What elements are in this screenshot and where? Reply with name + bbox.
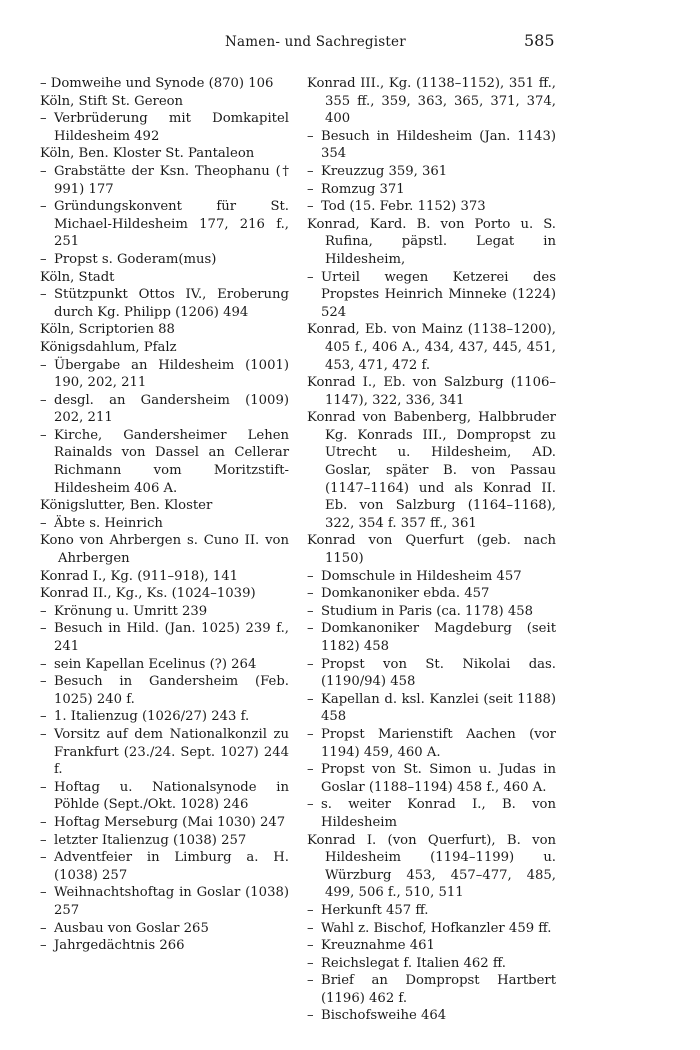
entry-text: Reichslegat f. Italien 462 ff. <box>321 955 506 971</box>
entry-text: Köln, Stift St. Gereon <box>40 93 184 109</box>
subentry-dash: – <box>307 199 314 215</box>
index-subentry <box>307 1007 556 1025</box>
subentry-dash: – <box>307 586 314 602</box>
subentry-dash: – <box>40 621 47 637</box>
entry-text: Köln, Ben. Kloster St. Pantaleon <box>40 146 255 162</box>
entry-text: Besuch in Hildesheim (Jan. 1143) 354 <box>321 128 556 162</box>
index-subentry <box>307 620 556 655</box>
index-entry <box>40 497 289 515</box>
index-subentry <box>40 920 289 938</box>
subentry-dash: – <box>307 938 314 954</box>
index-subentry <box>307 163 556 181</box>
index-entry <box>307 374 556 409</box>
subentry-dash: – <box>307 902 314 918</box>
subentry-dash: – <box>307 1008 314 1024</box>
index-subentry <box>307 269 556 322</box>
entry-text: Bischofsweihe 464 <box>321 1008 447 1024</box>
entry-text: Weihnachtshoftag in Goslar (1038) 257 <box>54 885 289 918</box>
index-subentry <box>307 726 556 761</box>
entry-text: Konrad, Eb. von Mainz (1138–1200), 405 f., 406 A., 434, 437, 445, 451, 453, 471, 472 f. <box>307 322 556 373</box>
entry-text: Gründungskonvent für St. Michael-Hildesheim 177, 216 f., 251 <box>54 199 289 250</box>
subentry-dash: – <box>40 814 47 830</box>
entry-text: s. weiter Konrad I., B. von Hildesheim <box>321 797 556 830</box>
subentry-dash: – <box>307 128 314 144</box>
index-subentry <box>307 568 556 586</box>
subentry-dash: – <box>307 797 314 813</box>
index-subentry <box>307 603 556 621</box>
index-entry <box>307 532 556 567</box>
entry-text: Konrad I., Kg. (911–918), 141 <box>40 568 238 584</box>
index-entry <box>307 75 556 128</box>
entry-text: 1. Italienzug (1026/27) 243 f. <box>54 709 250 725</box>
index-subentry <box>307 972 556 1007</box>
index-subentry <box>40 673 289 708</box>
index-subentry <box>307 955 556 973</box>
page-number: 585 <box>524 31 555 50</box>
subentry-dash: – <box>307 726 314 742</box>
index-entry <box>40 532 289 567</box>
index-entry <box>307 216 556 269</box>
index-subentry <box>40 832 289 850</box>
entry-text: Konrad I. (von Querfurt), B. von Hildesheim (1194–1199) u. Würzburg 453, 457–477, 485, 499, 506 f., 510, 511 <box>307 832 556 901</box>
index-entry <box>307 409 556 532</box>
entry-text: Konrad von Babenberg, Halbbruder Kg. Konrads III., Dompropst zu Utrecht u. Hildesheim, AD. Goslar, später B. von Passau (1147–1164) und als Konrad II. Eb. von Salzburg (1164–1168), 322, 354 f. 357 ff., 361 <box>307 410 556 531</box>
subentry-dash: – <box>40 832 47 848</box>
index-subentry <box>307 181 556 199</box>
subentry-dash: – <box>307 163 314 179</box>
subentry-dash: – <box>307 568 314 584</box>
index-column-right <box>307 75 556 1025</box>
index-subentry <box>40 427 289 497</box>
index-subentry <box>40 814 289 832</box>
index-subentry <box>307 128 556 163</box>
index-subentry <box>40 163 289 198</box>
subentry-dash: – <box>40 287 47 303</box>
subentry-dash: – <box>40 938 47 954</box>
subentry-dash: – <box>40 656 47 672</box>
entry-text: Konrad, Kard. B. von Porto u. S. Rufina, päpstl. Legat in Hildesheim, <box>307 216 556 267</box>
entry-text: Hoftag Merseburg (Mai 1030) 247 <box>54 814 286 830</box>
index-entry <box>40 269 289 287</box>
index-subentry <box>40 392 289 427</box>
entry-text: Konrad von Querfurt (geb. nach 1150) <box>307 533 556 567</box>
entry-text: Grabstätte der Ksn. Theophanu († 991) 177 <box>54 163 289 197</box>
subentry-dash: – <box>40 920 47 936</box>
index-subentry <box>40 884 289 919</box>
entry-text: – Domweihe und Synode (870) 106 <box>40 76 274 91</box>
entry-text: Tod (15. Febr. 1152) 373 <box>321 199 486 215</box>
index-entry <box>307 832 556 902</box>
index-subentry <box>307 937 556 955</box>
subentry-dash: – <box>307 955 314 971</box>
subentry-dash: – <box>40 199 47 215</box>
index-subentry <box>307 796 556 831</box>
subentry-dash: – <box>40 392 47 408</box>
entry-text: Äbte s. Heinrich <box>54 515 163 531</box>
index-subentry <box>40 75 289 93</box>
subentry-dash: – <box>307 269 314 285</box>
index-subentry <box>40 357 289 392</box>
entry-text: Domkanoniker ebda. 457 <box>321 586 490 602</box>
entry-text: Kirche, Gandersheimer Lehen Rainalds von Dassel an Cellerar Richmann vom Moritzstift-Hildesheim 406 A. <box>54 427 289 496</box>
index-subentry <box>307 691 556 726</box>
entry-text: Konrad II., Kg., Ks. (1024–1039) <box>40 586 256 602</box>
entry-text: Domkanoniker Magdeburg (seit 1182) 458 <box>321 621 556 654</box>
entry-text: Propst Marienstift Aachen (vor 1194) 459, 460 A. <box>321 726 556 760</box>
index-subentry <box>40 849 289 884</box>
entry-text: Stützpunkt Ottos IV., Eroberung durch Kg. Philipp (1206) 494 <box>54 287 289 320</box>
index-subentry <box>40 603 289 621</box>
index-subentry <box>40 110 289 145</box>
index-subentry <box>40 708 289 726</box>
subentry-dash: – <box>307 656 314 672</box>
index-column-left <box>40 75 289 955</box>
entry-text: Besuch in Hild. (Jan. 1025) 239 f., 241 <box>54 621 289 654</box>
entry-text: Vorsitz auf dem Nationalkonzil zu Frankfurt (23./24. Sept. 1027) 244 f. <box>54 726 289 778</box>
entry-text: Besuch in Gandersheim (Feb. 1025) 240 f. <box>54 674 289 707</box>
subentry-dash: – <box>40 251 47 267</box>
entry-text: Ausbau von Goslar 265 <box>54 920 209 936</box>
index-entry <box>40 321 289 339</box>
index-subentry <box>40 620 289 655</box>
running-header <box>0 31 700 56</box>
subentry-dash: – <box>40 726 47 742</box>
subentry-dash: – <box>40 885 47 901</box>
subentry-dash: – <box>40 603 47 619</box>
entry-text: Verbrüderung mit Domkapitel Hildesheim 492 <box>54 111 289 144</box>
subentry-dash: – <box>40 357 47 373</box>
entry-text: Hoftag u. Nationalsynode in Pöhlde (Sept./Okt. 1028) 246 <box>54 779 289 813</box>
subentry-dash: – <box>307 181 314 197</box>
entry-text: Kreuznahme 461 <box>321 938 435 954</box>
entry-text: Übergabe an Hildesheim (1001) 190, 202, 211 <box>54 357 289 391</box>
entry-text: Jahrgedächtnis 266 <box>54 938 185 954</box>
index-entry <box>40 93 289 111</box>
running-title: Namen- und Sachregister <box>225 34 406 50</box>
subentry-dash: – <box>40 850 47 866</box>
index-entry <box>40 585 289 603</box>
subentry-dash: – <box>40 779 47 795</box>
entry-text: Kreuzzug 359, 361 <box>321 163 448 179</box>
index-subentry <box>307 920 556 938</box>
entry-text: Kono von Ahrbergen s. Cuno II. von Ahrbergen <box>40 533 289 567</box>
entry-text: sein Kapellan Ecelinus (?) 264 <box>54 656 257 672</box>
index-entry <box>40 568 289 586</box>
entry-text: Kapellan d. ksl. Kanzlei (seit 1188) 458 <box>321 691 556 725</box>
entry-text: Herkunft 457 ff. <box>321 902 429 918</box>
index-subentry <box>40 198 289 251</box>
entry-text: Propst s. Goderam(mus) <box>54 251 217 267</box>
entry-text: Romzug 371 <box>321 181 405 197</box>
subentry-dash: – <box>307 973 314 989</box>
index-entry <box>307 321 556 374</box>
entry-text: Propst von St. Simon u. Judas in Goslar (1188–1194) 458 f., 460 A. <box>321 762 556 795</box>
entry-text: Köln, Stadt <box>40 269 115 285</box>
subentry-dash: – <box>40 427 47 443</box>
entry-text: Brief an Dompropst Hartbert (1196) 462 f. <box>321 973 556 1006</box>
entry-text: letzter Italienzug (1038) 257 <box>54 832 247 848</box>
index-subentry <box>40 515 289 533</box>
subentry-dash: – <box>40 674 47 690</box>
index-subentry <box>307 902 556 920</box>
index-subentry <box>40 251 289 269</box>
entry-text: Propst von St. Nikolai das. (1190/94) 458 <box>321 656 556 690</box>
entry-text: Köln, Scriptorien 88 <box>40 322 175 338</box>
entry-text: Königsdahlum, Pfalz <box>40 339 177 355</box>
subentry-dash: – <box>307 603 314 619</box>
index-subentry <box>307 585 556 603</box>
index-subentry <box>307 198 556 216</box>
entry-text: desgl. an Gandersheim (1009) 202, 211 <box>54 392 289 426</box>
entry-text: Konrad III., Kg. (1138–1152), 351 ff., 355 ff., 359, 363, 365, 371, 374, 400 <box>307 76 556 127</box>
subentry-dash: – <box>40 163 47 179</box>
index-subentry <box>40 286 289 321</box>
index-subentry <box>307 656 556 691</box>
entry-text: Konrad I., Eb. von Salzburg (1106–1147), 322, 336, 341 <box>307 375 556 408</box>
index-subentry <box>40 779 289 814</box>
entry-text: Königslutter, Ben. Kloster <box>40 498 213 514</box>
entry-text: Domschule in Hildesheim 457 <box>321 568 522 584</box>
subentry-dash: – <box>40 111 47 127</box>
entry-text: Adventfeier in Limburg a. H. (1038) 257 <box>54 850 289 883</box>
subentry-dash: – <box>40 515 47 531</box>
entry-text: Urteil wegen Ketzerei des Propstes Heinrich Minneke (1224) 524 <box>321 269 556 320</box>
subentry-dash: – <box>307 920 314 936</box>
subentry-dash: – <box>307 762 314 778</box>
subentry-dash: – <box>307 691 314 707</box>
index-subentry <box>40 656 289 674</box>
subentry-dash: – <box>40 709 47 725</box>
index-subentry <box>40 937 289 955</box>
index-subentry <box>40 726 289 779</box>
subentry-dash: – <box>307 621 314 637</box>
entry-text: Krönung u. Umritt 239 <box>54 603 208 619</box>
entry-text: Studium in Paris (ca. 1178) 458 <box>321 603 534 619</box>
entry-text: Wahl z. Bischof, Hofkanzler 459 ff. <box>321 920 552 936</box>
index-subentry <box>307 761 556 796</box>
index-entry <box>40 339 289 357</box>
index-entry <box>40 145 289 163</box>
